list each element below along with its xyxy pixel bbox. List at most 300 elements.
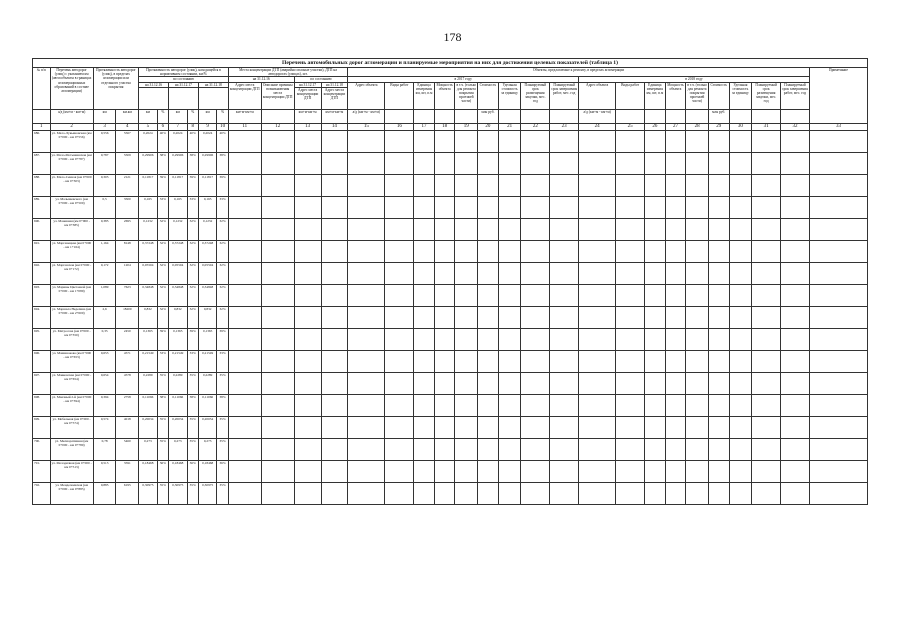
empty-cell [729,152,752,174]
empty-cell [665,152,686,174]
empty-cell [616,460,645,482]
empty-cell [809,218,867,240]
column-number: 30 [729,123,752,130]
empty-cell [321,262,348,284]
unit-kmkm: км.км [116,109,139,123]
cell-n: 689. [33,196,51,218]
cell-p1: 40% [157,130,168,152]
empty-cell [321,306,348,328]
unit-conc-2018: км+м-км+м [321,109,348,123]
empty-cell [809,284,867,306]
empty-cell [665,328,686,350]
empty-cell [228,416,261,438]
empty-cell [752,130,781,152]
empty-cell [708,438,729,460]
cell-c: 0,21549 [169,350,188,372]
column-number: 4 [116,123,139,130]
column-number: 1 [33,123,51,130]
empty-cell [455,174,478,196]
cell-p3: 35% [217,416,228,438]
empty-cell [455,152,478,174]
cell-n: 695. [33,328,51,350]
table-row [33,196,868,218]
cell-road: ул. Маневная (км 0+000 - км 0+385) [50,218,93,240]
empty-cell [809,482,867,504]
empty-cell [686,240,709,262]
empty-cell [385,328,414,350]
empty-cell [294,416,321,438]
cell-p2: 33% [187,350,198,372]
hdr-unit-2018: Единица измерения км, шт, п.м [645,82,666,109]
cell-p1: 35% [157,438,168,460]
cell-b: 0,30975 [139,482,158,504]
cell-d: 0,2024 [198,130,217,152]
empty-cell [665,196,686,218]
empty-cell [550,350,579,372]
empty-cell [550,460,579,482]
empty-cell [414,218,435,240]
empty-cell [321,174,348,196]
empty-cell [645,482,666,504]
empty-cell [414,174,435,196]
cell-n: 696. [33,350,51,372]
cell-len: 0,654 [93,372,116,394]
cell-p1: 32% [157,306,168,328]
column-number: 23 [550,123,579,130]
empty-cell [414,438,435,460]
cell-p3: 32% [217,306,228,328]
hdr-power-2018: Мощность объекта [665,82,686,109]
hdr-unit-2017: Единица измерения км, шт, п.м [414,82,435,109]
empty-cell [645,218,666,240]
cell-d: 0,21549 [198,350,217,372]
column-number: 29 [708,123,729,130]
empty-cell [414,240,435,262]
table-row [33,306,868,328]
empty-cell [729,394,752,416]
empty-cell [348,152,385,174]
empty-cell [228,372,261,394]
empty-cell [498,328,521,350]
empty-cell [665,262,686,284]
empty-cell [579,152,616,174]
empty-cell [294,196,321,218]
cell-c: 0,11066 [169,394,188,416]
hdr-dtp-2016: на 31.12.16 [228,77,294,82]
empty-cell [521,328,550,350]
empty-cell [781,438,810,460]
cell-c: 0,2289 [169,372,188,394]
cell-len: 0,5 [93,196,116,218]
empty-cell [809,240,867,262]
empty-cell [579,350,616,372]
empty-cell [385,152,414,174]
empty-cell [478,328,499,350]
empty-cell [498,438,521,460]
empty-cell [729,196,752,218]
empty-cell [414,196,435,218]
empty-cell [686,328,709,350]
cell-c: 0,05504 [169,262,188,284]
empty-cell [686,350,709,372]
table-row [33,482,868,504]
empty-cell [434,306,455,328]
empty-cell [478,152,499,174]
cell-b: 0,273 [139,438,158,460]
roads-table [32,58,868,505]
empty-cell [261,174,294,196]
cell-b: 0,20034 [139,416,158,438]
cell-c: 0,273 [169,438,188,460]
empty-cell [665,240,686,262]
empty-cell [348,438,385,460]
cell-n: 686. [33,130,51,152]
cell-p2: 35% [187,372,198,394]
empty-cell [455,262,478,284]
empty-cell [228,218,261,240]
empty-cell [708,482,729,504]
empty-cell [550,196,579,218]
column-number: 12 [261,123,294,130]
empty-cell [321,218,348,240]
unit-obj-2018: а/д (км+м - км+м) [579,109,616,123]
empty-cell [645,350,666,372]
empty-cell [385,416,414,438]
empty-cell [294,130,321,152]
column-number: 9 [198,123,217,130]
cell-road: ул. Менделеевская (км 0+000 - км 0+885) [50,482,93,504]
hdr-plan-term-2018: Планируемый срок размещения закупки, мес. год [752,82,781,109]
cell-c: 0,1365 [169,328,188,350]
empty-cell [455,372,478,394]
empty-cell [616,482,645,504]
empty-cell [616,438,645,460]
cell-n: 701. [33,460,51,482]
empty-cell [321,328,348,350]
empty-cell [521,394,550,416]
cell-p2: 35% [187,416,198,438]
empty-cell [616,174,645,196]
table-row [33,328,868,350]
cell-p3: 32% [217,218,228,240]
empty-cell [729,328,752,350]
empty-cell [521,174,550,196]
cell-p2: 32% [187,284,198,306]
empty-cell [521,240,550,262]
empty-cell [616,328,645,350]
empty-cell [579,482,616,504]
empty-cell [752,438,781,460]
empty-cell [385,306,414,328]
empty-cell [294,372,321,394]
empty-cell [455,218,478,240]
table-row [33,262,868,284]
empty-cell [434,218,455,240]
empty-cell [686,284,709,306]
empty-cell [752,240,781,262]
cell-p1: 33% [157,196,168,218]
table-row [33,218,868,240]
cell-c: 0,11817 [169,174,188,196]
empty-cell [478,306,499,328]
column-number: 15 [348,123,385,130]
empty-cell [686,416,709,438]
cell-p2: 40% [187,130,198,152]
cell-d: 0,05504 [198,262,217,284]
cell-a: 3500 [116,196,139,218]
empty-cell [348,284,385,306]
empty-cell [385,482,414,504]
empty-cell [665,284,686,306]
empty-cell [348,460,385,482]
empty-cell [708,218,729,240]
column-number: 33 [809,123,867,130]
unit-pct-2018: % [217,109,228,123]
cell-road: ул. Мелиоративная (км 0+000 - км 0+780) [50,438,93,460]
empty-cell [616,262,645,284]
empty-cell [414,262,435,284]
empty-cell [781,152,810,174]
empty-cell [414,394,435,416]
empty-cell [434,438,455,460]
empty-cell [261,306,294,328]
empty-cell [498,394,521,416]
cell-p2: 32% [187,218,198,240]
empty-cell [261,130,294,152]
empty-cell [752,196,781,218]
empty-cell [616,416,645,438]
empty-cell [708,416,729,438]
cell-len: 2,6 [93,306,116,328]
column-number: 27 [665,123,686,130]
empty-cell [729,438,752,460]
empty-cell [781,174,810,196]
table-row [33,284,868,306]
empty-cell [478,482,499,504]
empty-cell [645,196,666,218]
cell-p2: 33% [187,196,198,218]
empty-cell [781,196,810,218]
cell-p2: 32% [187,240,198,262]
cell-p3: 35% [217,482,228,504]
empty-cell [261,438,294,460]
empty-cell [729,350,752,372]
table-row [33,394,868,416]
empty-cell [645,152,666,174]
cell-p1: 33% [157,350,168,372]
cell-p2: 39% [187,328,198,350]
hdr-conc-addr-2018: Адрес места концентрации ДТП [321,87,348,109]
empty-cell [385,196,414,218]
empty-cell [348,262,385,284]
cell-c: 0,20034 [169,416,188,438]
empty-cell [261,460,294,482]
hdr-objects: Объекты, предлагаемые к ремонту, в пределах агломерации [348,68,810,77]
cell-len: 0,394 [93,394,116,416]
empty-cell [321,372,348,394]
empty-cell [579,284,616,306]
cell-b: 0,11817 [139,174,158,196]
empty-cell [781,328,810,350]
empty-cell [261,394,294,416]
empty-cell [414,152,435,174]
cell-p3: 39% [217,174,228,196]
empty-cell [550,218,579,240]
unit-conc-2017: км+м-км+м [294,109,321,123]
empty-cell [478,174,499,196]
page-number: 178 [443,30,462,44]
empty-cell [294,438,321,460]
cell-n: 702. [33,482,51,504]
empty-cell [708,306,729,328]
empty-cell [708,130,729,152]
cell-p1: 32% [157,218,168,240]
cell-n: 690. [33,218,51,240]
cell-a: 6195 [116,482,139,504]
empty-cell [665,394,686,416]
empty-cell [809,152,867,174]
empty-cell [294,262,321,284]
empty-cell [579,416,616,438]
empty-cell [809,262,867,284]
cell-road: ул. Марганецкая (км 0+000 - км 1+164) [50,240,93,262]
empty-cell [550,130,579,152]
empty-cell [498,372,521,394]
empty-cell [261,482,294,504]
cell-a: 8148 [116,240,139,262]
empty-cell [686,460,709,482]
table-row [33,130,868,152]
column-number: 22 [521,123,550,130]
empty-cell [579,262,616,284]
empty-cell [781,218,810,240]
cell-road: ул. Марины Цветаевой (км 0+000 - км 1+089) [50,284,93,306]
empty-cell [752,262,781,284]
hdr-unit-cost-2017: Удельная стоимость за единицу [498,82,521,109]
cell-road: ул. Малышевского (км 0+000 - км 0+500) [50,196,93,218]
empty-cell [665,372,686,394]
hdr-conc-addr-2017: Адрес места концентрации ДТП [294,87,321,109]
empty-cell [781,306,810,328]
empty-cell [455,130,478,152]
empty-cell [455,482,478,504]
empty-cell [228,350,261,372]
empty-cell [579,460,616,482]
empty-cell [729,240,752,262]
empty-cell [321,196,348,218]
table-row [33,372,868,394]
cell-len: 0,303 [93,174,116,196]
empty-cell [455,328,478,350]
empty-cell [455,438,478,460]
empty-cell [385,350,414,372]
empty-cell [521,306,550,328]
cell-road: ул. Маршала Неделина (км 0+000 - км 2+600) [50,306,93,328]
cell-n: 700. [33,438,51,460]
empty-cell [708,284,729,306]
empty-cell [385,262,414,284]
empty-cell [645,394,666,416]
empty-cell [385,284,414,306]
empty-cell [550,328,579,350]
column-number: 7 [169,123,188,130]
empty-cell [498,174,521,196]
cell-p1: 36% [157,460,168,482]
empty-cell [434,196,455,218]
empty-cell [809,130,867,152]
cell-p1: 32% [157,284,168,306]
hdr-num: № п/п [33,68,51,110]
empty-cell [645,240,666,262]
empty-cell [616,284,645,306]
empty-cell [550,482,579,504]
empty-cell [781,372,810,394]
empty-cell [228,196,261,218]
empty-cell [478,218,499,240]
empty-cell [294,174,321,196]
cell-d: 0,832 [198,306,217,328]
empty-cell [478,394,499,416]
cell-b: 0,05504 [139,262,158,284]
empty-cell [348,130,385,152]
empty-cell [228,482,261,504]
cell-p3: 38% [217,394,228,416]
empty-cell [729,460,752,482]
cell-len: 1,164 [93,240,116,262]
hdr-normative-length: Протяженность автодорог (улиц), находящейся в нормативном состоянии, км/% [139,68,229,77]
cell-a: 4571 [116,350,139,372]
empty-cell [294,460,321,482]
empty-cell [348,482,385,504]
empty-cell [686,196,709,218]
cell-p3: 32% [217,262,228,284]
empty-cell [781,130,810,152]
cell-a: 4018 [116,416,139,438]
cell-p3: 33% [217,196,228,218]
empty-cell [781,350,810,372]
hdr-date-2016: на 31.12.16 [139,82,169,87]
empty-cell [348,240,385,262]
hdr-date-2017: на 31.12.17 [169,82,199,87]
unit-pct-2016: % [157,109,168,123]
empty-cell [498,460,521,482]
column-number: 20 [478,123,499,130]
empty-cell [498,196,521,218]
empty-cell [665,174,686,196]
empty-cell [616,218,645,240]
empty-cell [579,218,616,240]
cell-p2: 38% [187,152,198,174]
cell-p3: 35% [217,372,228,394]
empty-cell [478,130,499,152]
empty-cell [478,196,499,218]
cell-b: 0,2289 [139,372,158,394]
table-row [33,416,868,438]
unit-dtp-addr: км+м-км+м [228,109,261,123]
empty-cell [752,372,781,394]
column-number: 8 [187,123,198,130]
empty-cell [645,130,666,152]
cell-road: ул. Мелодичная (км 0+000 - км 0+513) [50,460,93,482]
empty-cell [708,328,729,350]
empty-cell [321,416,348,438]
empty-cell [809,372,867,394]
empty-cell [645,262,666,284]
empty-cell [521,130,550,152]
hdr-year-2017: в 2017 году [348,77,579,82]
column-number: 21 [498,123,521,130]
empty-cell [550,394,579,416]
